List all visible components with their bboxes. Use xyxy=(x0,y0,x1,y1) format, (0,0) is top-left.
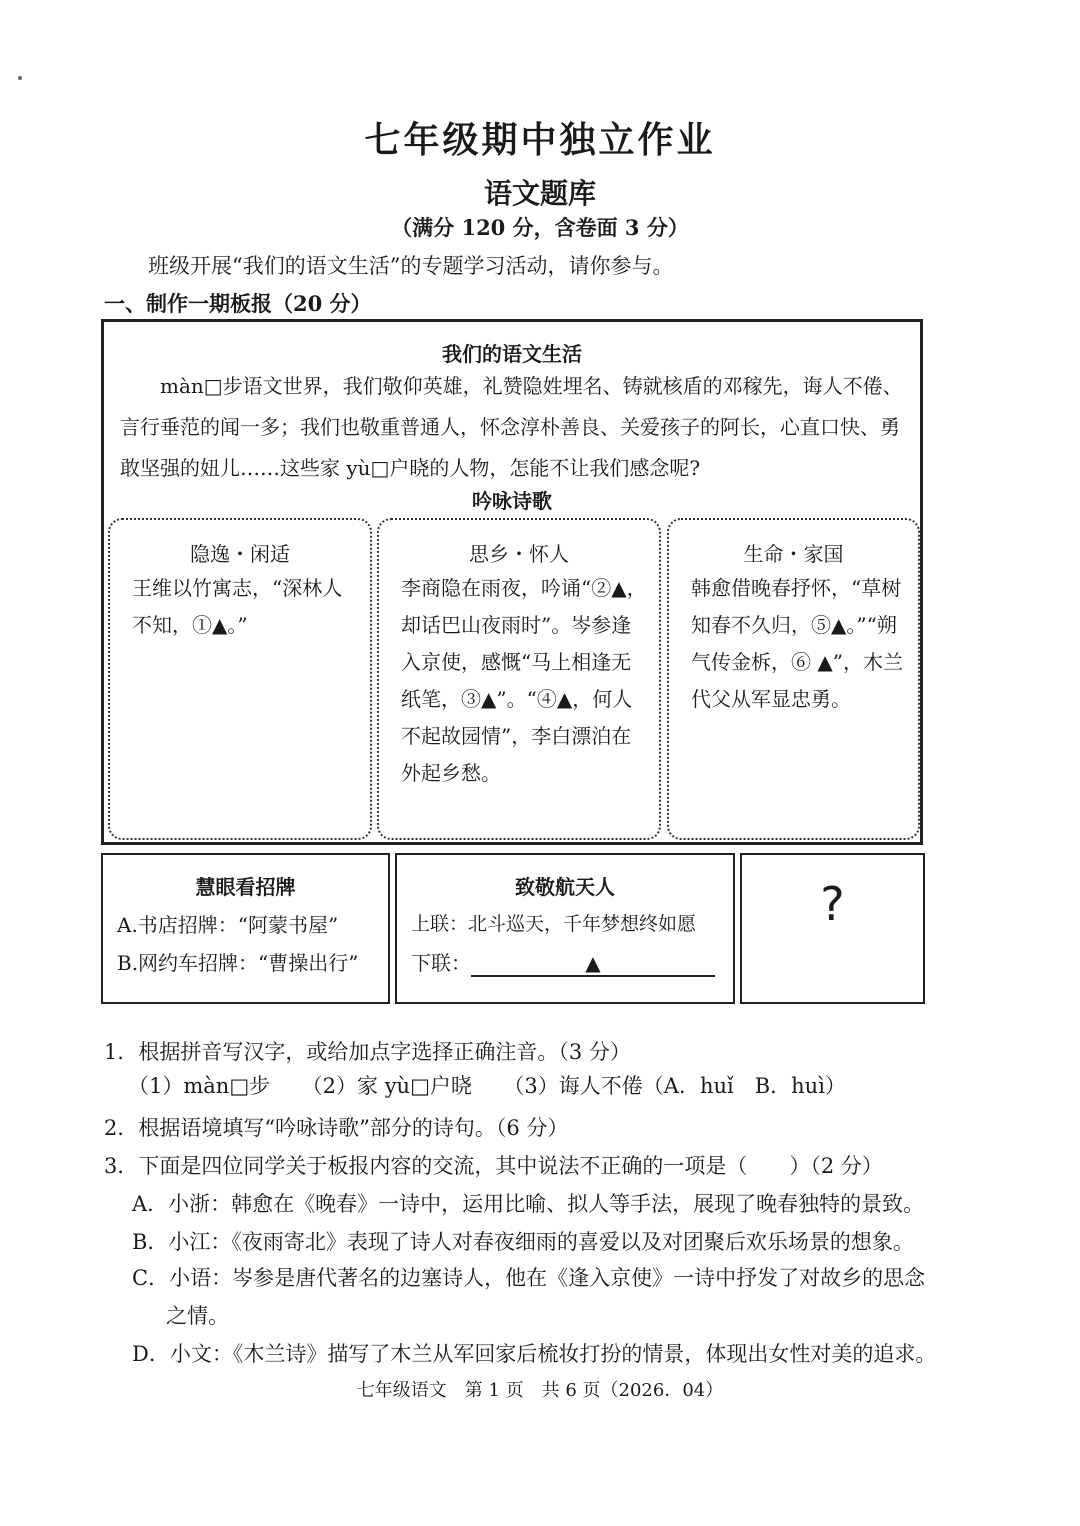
signboard-b: B.网约车招牌：“曹操出行” xyxy=(117,951,359,975)
blackboard-newspaper xyxy=(101,319,923,845)
poetry-box-text: 王维以竹寓志，“深林人不知，①▲。” xyxy=(132,576,343,637)
couplet-answer-blank[interactable]: ▲ xyxy=(471,951,715,977)
option-a: A．小浙：韩愈在《晚春》一诗中，运用比喻、拟人等手法，展现了晚春独特的景致。 xyxy=(132,1192,925,1216)
page-subtitle: 语文题库 xyxy=(483,177,596,210)
poetry-box-title: 生命・家国 xyxy=(743,542,844,566)
couplet-lower xyxy=(411,947,715,977)
page-title: 七年级期中独立作业 xyxy=(364,119,716,161)
score-note: （满分 120 分，含卷面 3 分） xyxy=(391,215,689,240)
poetry-title: 吟咏诗歌 xyxy=(472,489,552,513)
poetry-box-text: 李商隐在雨夜，吟诵“②▲，却话巴山夜雨时”。岑参逢入京使，感慨“马上相逢无纸笔，③▲”。“④▲，何人不起故园情”，李白漂泊在外起乡愁。 xyxy=(401,576,647,785)
section-heading: 一、制作一期板报（20 分） xyxy=(104,291,372,316)
question-1: 1．根据拼音写汉字，或给加点字选择正确注音。（3 分） xyxy=(104,1040,631,1064)
board-paragraph-text: màn□步语文世界，我们敬仰英雄，礼赞隐姓埋名、铸就核盾的邓稼先，诲人不倦、言行垂范的闻一多；我们也敬重普通人，怀念淳朴善良、关爱孩子的阿长，心直口快、勇敢坚强的妞儿……这些家 yù□户晓的人物，怎能不让我们感念呢? xyxy=(120,374,903,480)
signboard-box xyxy=(101,853,390,1004)
question-3: 3．下面是四位同学关于板报内容的交流，其中说法不正确的一项是（ ）（2 分） xyxy=(104,1154,883,1178)
option-d: D．小文：《木兰诗》描写了木兰从军回家后梳妆打扮的情景，体现出女性对美的追求。 xyxy=(132,1342,937,1366)
question-1-items: （1）màn□步 （2）家 yù□户晓 （3）诲人不倦（A．huǐ B．huì） xyxy=(128,1074,846,1098)
couplet-title: 致敬航天人 xyxy=(515,875,615,899)
option-b: B．小江：《夜雨寄北》表现了诗人对春夜细雨的喜爱以及对团聚后欢乐场景的想象。 xyxy=(132,1230,914,1254)
poetry-box-title: 思乡・怀人 xyxy=(469,542,569,566)
board-paragraph xyxy=(120,366,910,489)
intro-text: 班级开展“我们的语文生活”的专题学习活动，请你参与。 xyxy=(148,254,674,278)
board-title: 我们的语文生活 xyxy=(442,342,582,366)
question-2: 2．根据语境填写“吟咏诗歌”部分的诗句。（6 分） xyxy=(104,1116,569,1140)
couplet-upper: 上联：北斗巡天，千年梦想终如愿 xyxy=(411,913,697,935)
poetry-box-leisure xyxy=(108,518,372,840)
couplet-box xyxy=(395,853,735,1004)
option-c-cont: 之情。 xyxy=(166,1304,229,1328)
couplet-lower-label: 下联： xyxy=(411,951,471,975)
question-mark-icon: ? xyxy=(820,877,845,931)
poetry-box-text: 韩愈借晚春抒怀，“草树知春不久归，⑤▲。”“朔气传金柝，⑥ ▲”，木兰代父从军显忠勇。 xyxy=(691,576,903,711)
signboard-a: A.书店招牌：“阿蒙书屋” xyxy=(117,913,339,937)
poetry-box-nation xyxy=(667,518,920,840)
poetry-box-title: 隐逸・闲适 xyxy=(190,542,290,566)
signboard-title: 慧眼看招牌 xyxy=(195,875,296,899)
option-c: C．小语：岑参是唐代著名的边塞诗人，他在《逢入京使》一诗中抒发了对故乡的思念 xyxy=(132,1266,926,1290)
speck xyxy=(18,76,22,80)
page-footer: 七年级语文 第 1 页 共 6 页（2026．04） xyxy=(356,1380,724,1401)
poetry-box-homesick xyxy=(377,518,661,840)
mystery-box xyxy=(740,853,925,1004)
